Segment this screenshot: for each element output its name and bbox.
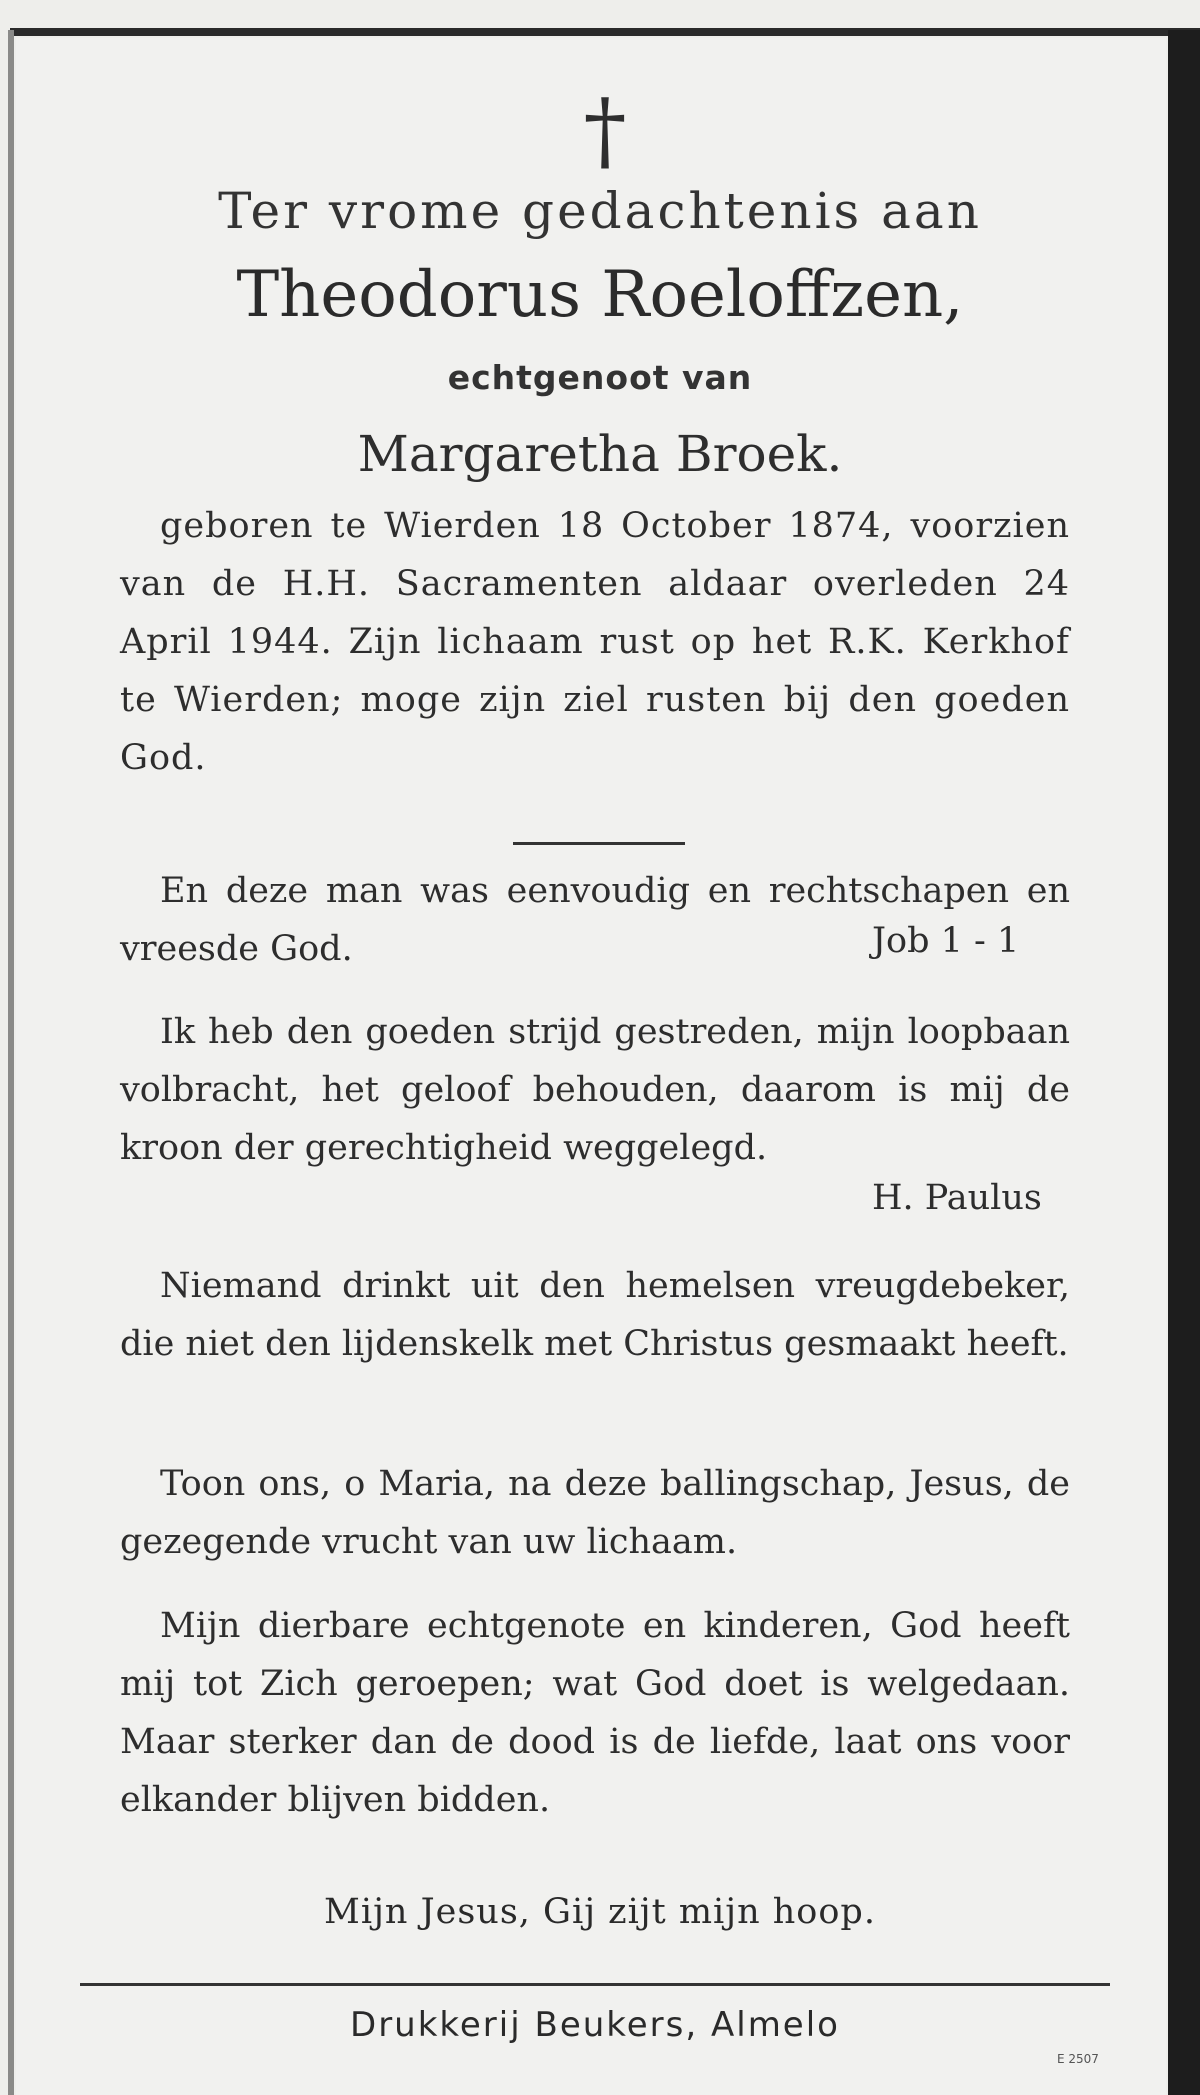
quote-job-reference: Job 1 - 1 (872, 921, 1020, 961)
quote-maria: Toon ons, o Maria, na deze ballingschap, Jesus, de gezegende vrucht van uw lichaam. (120, 1464, 1070, 1562)
quote-farewell: Mijn dierbare echtgenote en kinderen, God heeft mij tot Zich geroepen; wat God doet is welgedaan. Maar sterker dan de dood is de liefde, laat ons voor elkander blijven bidden. (120, 1606, 1070, 1820)
card-edge-right (1168, 30, 1200, 2095)
separator-line (513, 842, 685, 845)
quote-paulus-reference: H. Paulus (872, 1178, 1042, 1218)
closing-prayer: Mijn Jesus, Gij zijt mijn hoop. (324, 1892, 876, 1932)
heading: Ter vrome gedachtenis aan (218, 182, 982, 240)
spouse-label: echtgenoot van (447, 358, 753, 397)
print-code: E 2507 (1057, 2052, 1099, 2066)
card-edge-top (10, 28, 1200, 36)
cross-icon: † (583, 81, 627, 181)
spouse-name: Margaretha Broek. (357, 425, 843, 483)
card-edge-left (8, 30, 14, 2095)
biography-text: geboren te Wierden 18 October 1874, voorzien van de H.H. Sacramenten aldaar overleden 24 April 1944. Zijn lichaam rust op het R.K. Kerkhof te Wierden; moge zijn ziel rusten bij den goeden God. (120, 506, 1070, 778)
deceased-name: Theodorus Roeloffzen, (236, 258, 964, 332)
quote-job: En deze man was eenvoudig en rechtschapen en vreesde God. (120, 871, 1070, 969)
quote-paulus: Ik heb den goeden strijd gestreden, mijn loopbaan volbracht, het geloof behouden, daarom is mij de kroon der gerechtigheid weggelegd. (120, 1012, 1070, 1168)
quote-lijdenskelk: Niemand drinkt uit den hemelsen vreugdebeker, die niet den lijdenskelk met Christus gesmaakt heeft. (120, 1266, 1070, 1364)
printer-credit: Drukkerij Beukers, Almelo (350, 2005, 840, 2045)
footer-rule (80, 1983, 1110, 1986)
